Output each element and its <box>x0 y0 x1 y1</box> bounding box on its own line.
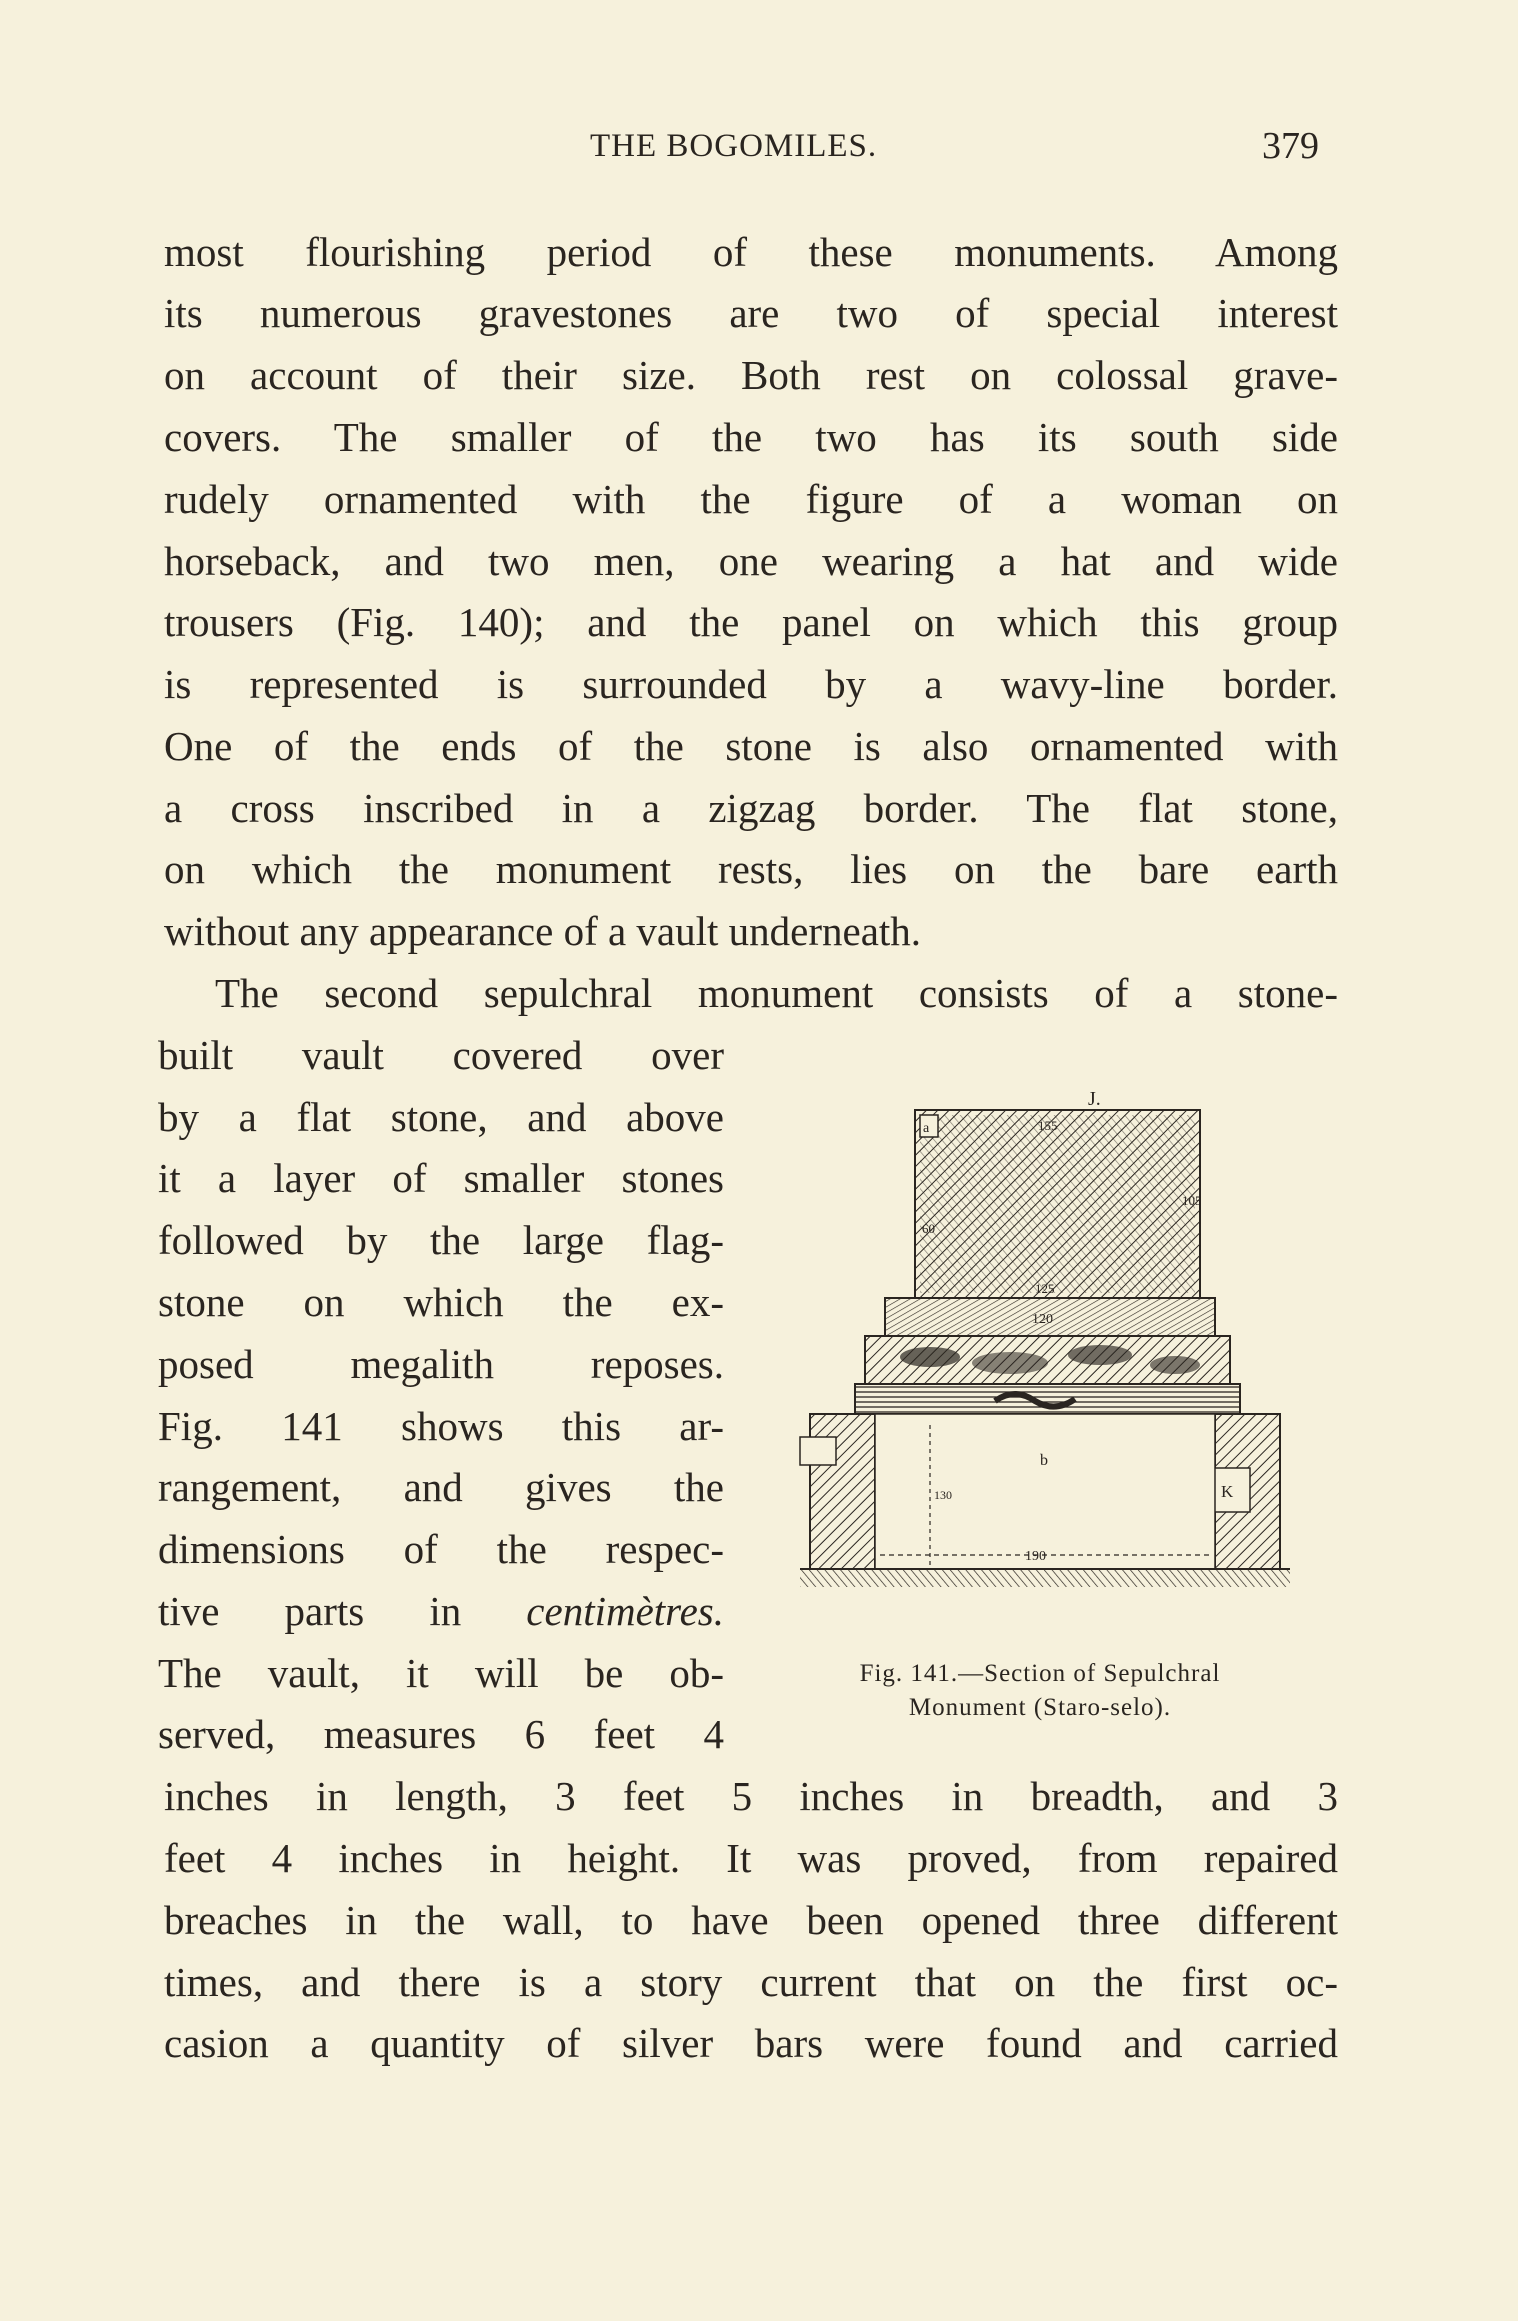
text-line: by a flat stone, and above <box>158 1094 724 1140</box>
text-line: inches in length, 3 feet 5 inches in breadth, and 3 <box>164 1773 1338 1819</box>
figure-141-section-drawing <box>770 1085 1310 1645</box>
vault-chamber <box>875 1414 1215 1569</box>
text-line: covers. The smaller of the two has its south side <box>164 414 1338 460</box>
text-line: posed megalith reposes. <box>158 1341 724 1387</box>
text-line: horseback, and two men, one wearing a hat and wide <box>164 538 1338 584</box>
text-line: on account of their size. Both rest on colossal grave- <box>164 352 1338 398</box>
text-line: most flourishing period of these monuments. Among <box>164 229 1338 275</box>
wall-block <box>800 1437 836 1465</box>
ground-line <box>800 1569 1290 1587</box>
text-line: dimensions of the respec- <box>158 1526 724 1572</box>
small-stones-layer <box>865 1336 1230 1384</box>
text-line: is represented is surrounded by a wavy-line border. <box>164 661 1338 707</box>
text-line: times, and there is a story current that on the first oc- <box>164 1959 1338 2005</box>
text-line: followed by the large flag- <box>158 1217 724 1263</box>
text-line: served, measures 6 feet 4 <box>158 1711 724 1757</box>
text-line: rudely ornamented with the figure of a woman on <box>164 476 1338 522</box>
text-line: One of the ends of the stone is also ornamented with <box>164 723 1338 769</box>
paragraph-first-line: The second sepulchral monument consists of a stone- <box>215 970 1338 1016</box>
text-line: breaches in the wall, to have been opened three different <box>164 1897 1338 1943</box>
text-line: without any appearance of a vault underneath. <box>164 908 922 954</box>
figure-label-top: J. <box>1088 1088 1101 1110</box>
figure-dim-label: 125 <box>1035 1281 1055 1296</box>
text-line: a cross inscribed in a zigzag border. The flat stone, <box>164 785 1338 831</box>
figure-dim-label: 120 <box>1032 1312 1053 1327</box>
figure-caption-line-2: Monument (Staro-selo). <box>908 1694 1172 1721</box>
page-number: 379 <box>1262 125 1319 167</box>
figure-label-a: a <box>923 1121 930 1136</box>
figure-dim-label: 190 <box>1025 1549 1046 1564</box>
megalith-stone <box>915 1110 1202 1298</box>
figure-label-b: b <box>1040 1452 1048 1469</box>
text-line: rangement, and gives the <box>158 1464 724 1510</box>
figure-dim-label: 130 <box>934 1488 952 1502</box>
figure-label-k: K <box>1221 1482 1234 1501</box>
running-title: THE BOGOMILES. <box>590 128 878 164</box>
text-line: stone on which the ex- <box>158 1279 724 1325</box>
text-line: trousers (Fig. 140); and the panel on which this group <box>164 599 1338 645</box>
text-line: its numerous gravestones are two of special interest <box>164 290 1338 336</box>
text-line: built vault covered over <box>158 1032 724 1078</box>
text-line: on which the monument rests, lies on the bare earth <box>164 846 1338 892</box>
flagstone-layer <box>885 1298 1215 1336</box>
cover-slab <box>855 1384 1240 1414</box>
text-line: casion a quantity of silver bars were found and carried <box>164 2020 1338 2066</box>
text-line: feet 4 inches in height. It was proved, from repaired <box>164 1835 1338 1881</box>
text-line: it a layer of smaller stones <box>158 1155 724 1201</box>
figure-caption-line-1: Fig. 141.—Section of Sepulchral <box>859 1660 1221 1687</box>
figure-dim-label: 105 <box>1182 1193 1202 1208</box>
text-fragment: tive parts in <box>158 1588 462 1634</box>
text-line: The vault, it will be ob- <box>158 1650 724 1696</box>
section-drawing-svg <box>770 1085 1310 1645</box>
figure-dim-label: 155 <box>1038 1118 1058 1133</box>
text-line: Fig. 141 shows this ar- <box>158 1403 724 1449</box>
figure-dim-label: 60 <box>922 1221 935 1236</box>
italic-word: centimètres. <box>526 1588 725 1634</box>
text-line-with-italic <box>158 1583 724 1639</box>
running-header <box>0 125 1518 178</box>
